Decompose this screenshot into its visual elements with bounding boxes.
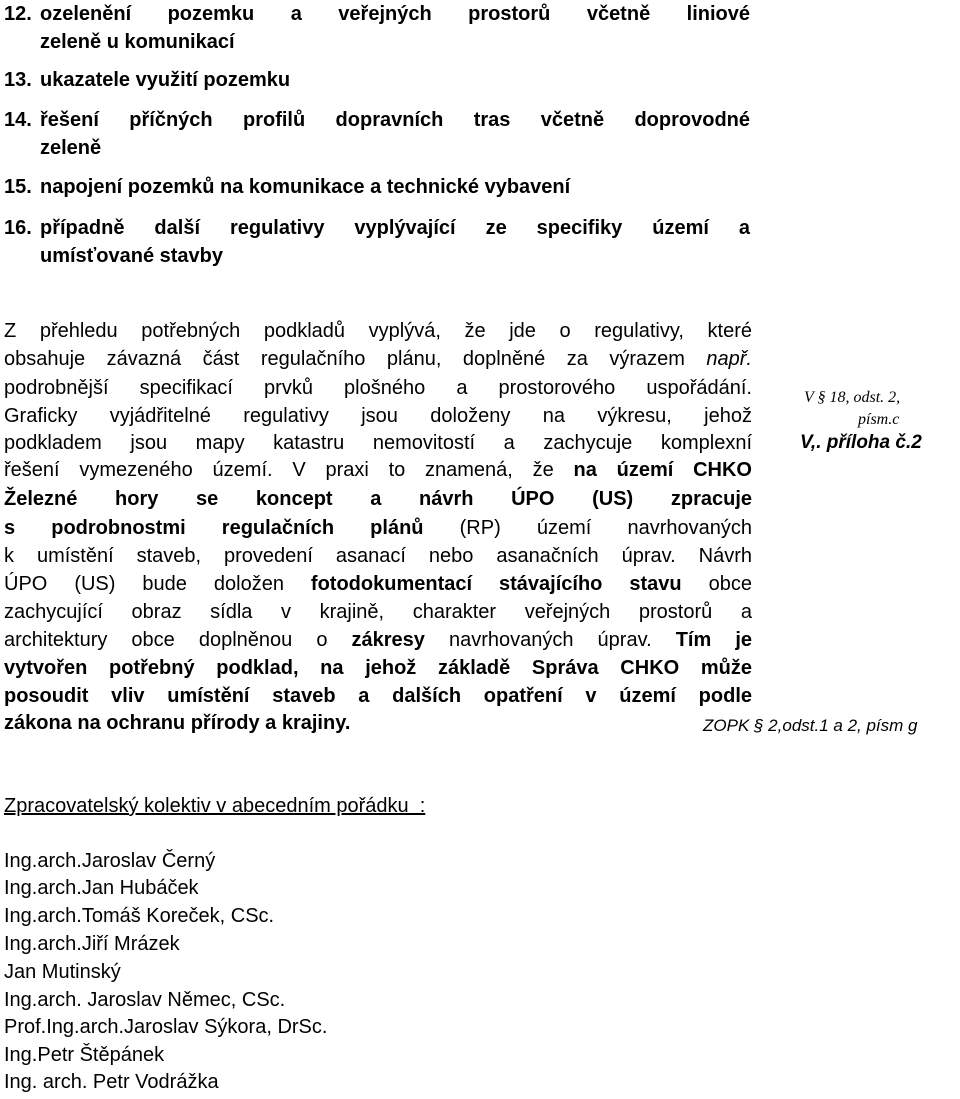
paragraph-line: obsahuje závazná část regulačního plánu, doplněné za výrazem např. <box>4 348 752 370</box>
list-number: 16. <box>4 217 32 239</box>
team-member: Ing.Petr Štěpánek <box>4 1044 165 1066</box>
list-number: 13. <box>4 69 32 91</box>
list-item-text: zeleně <box>40 137 102 159</box>
team-member: Ing.arch.Jiří Mrázek <box>4 933 180 955</box>
paragraph-line: posoudit vliv umístění staveb a dalších opatření v území podle <box>4 685 752 707</box>
team-member: Ing. arch. Petr Vodrážka <box>4 1071 219 1093</box>
list-number: 12. <box>4 3 32 25</box>
margin-note-reference: písm.c <box>858 411 900 428</box>
paragraph-line: vytvořen potřebný podklad, na jehož základě Správa CHKO může <box>4 657 752 679</box>
paragraph-line: Železné hory se koncept a návrh ÚPO (US) zpracuje <box>4 488 752 510</box>
paragraph-line: zákona na ochranu přírody a krajiny. <box>4 712 351 734</box>
paragraph-line: ÚPO (US) bude doložen fotodokumentací stávajícího stavu obce <box>4 573 752 595</box>
team-heading: Zpracovatelský kolektiv v abecedním pořádku : <box>4 795 426 817</box>
list-number: 15. <box>4 176 32 198</box>
paragraph-line: podrobnější specifikací prvků plošného a prostorového uspořádání. <box>4 377 752 399</box>
team-member: Jan Mutinský <box>4 961 121 983</box>
margin-note-zopk: ZOPK § 2,odst.1 a 2, písm g <box>703 716 918 735</box>
paragraph-line: podkladem jsou mapy katastru nemovitostí a zachycuje komplexní <box>4 432 752 454</box>
paragraph-line: Graficky vyjádřitelné regulativy jsou doloženy na výkresu, jehož <box>4 405 752 427</box>
team-member: Ing.arch. Jaroslav Němec, CSc. <box>4 989 286 1011</box>
list-item-text: ukazatele využití pozemku <box>40 69 291 91</box>
team-member: Ing.arch.Jan Hubáček <box>4 877 199 899</box>
paragraph-line: zachycující obraz sídla v krajině, charakter veřejných prostorů a <box>4 601 752 623</box>
margin-note-reference: V § 18, odst. 2, <box>804 389 901 406</box>
list-item-text: umísťované stavby <box>40 245 223 267</box>
margin-note-attachment: V,. příloha č.2 <box>800 432 922 453</box>
list-number: 14. <box>4 109 32 131</box>
team-member: Ing.arch.Tomáš Koreček, CSc. <box>4 905 275 927</box>
paragraph-line: architektury obce doplněnou o zákresy navrhovaných úprav. Tím je <box>4 629 753 651</box>
team-member: Prof.Ing.arch.Jaroslav Sýkora, DrSc. <box>4 1016 328 1038</box>
list-item-text: zeleně u komunikací <box>40 31 235 53</box>
paragraph-line: Z přehledu potřebných podkladů vyplývá, že jde o regulativy, které <box>4 320 752 342</box>
list-item-text: napojení pozemků na komunikace a technické vybavení <box>40 176 571 198</box>
list-item-text: ozelenění pozemku a veřejných prostorů včetně liniové <box>40 3 750 25</box>
list-item-text: řešení příčných profilů dopravních tras včetně doprovodné <box>40 109 750 131</box>
team-member: Ing.arch.Jaroslav Černý <box>4 850 216 872</box>
paragraph-line: k umístění staveb, provedení asanací nebo asanačních úprav. Návrh <box>4 545 752 567</box>
list-item-text: případně další regulativy vyplývající ze specifiky území a <box>40 217 750 239</box>
paragraph-line: s podrobnostmi regulačních plánů (RP) území navrhovaných <box>4 517 752 539</box>
paragraph-line: řešení vymezeného území. V praxi to znamená, že na území CHKO <box>4 459 752 481</box>
